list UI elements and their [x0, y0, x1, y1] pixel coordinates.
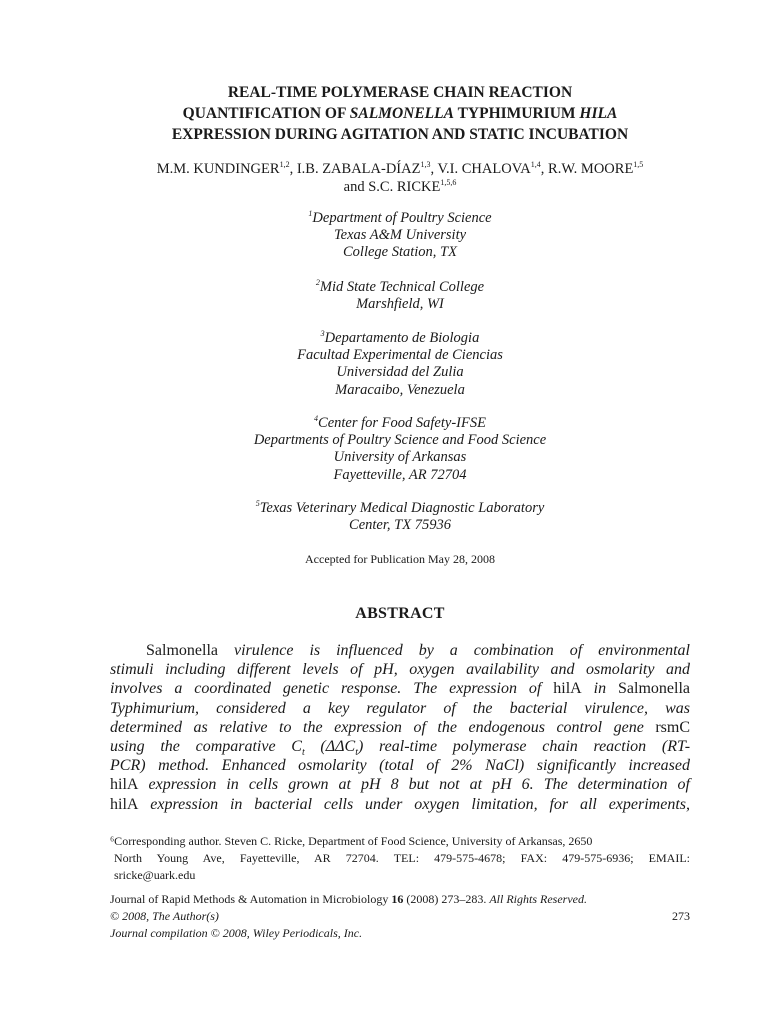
abstract-line [110, 660, 690, 679]
affiliation-line: Facultad Experimental de Ciencias [297, 347, 503, 364]
title-line-2 [90, 103, 710, 124]
abstract-segment: Typhimurium, considered a key regulator of the bacterial virulence, was [110, 699, 690, 717]
affiliation-line [150, 415, 650, 432]
corresponding-author-footnote [110, 833, 690, 884]
abstract-segment: in [581, 680, 619, 698]
title-line-2-middle: TYPHIMURIUM [453, 105, 580, 122]
author-name: and S.C. RICKE [343, 179, 441, 195]
affiliation-line: Texas A&M University [333, 227, 467, 244]
abstract-segment: expression in cells grown at pH 8 but not at pH 6. The determination of [138, 776, 690, 794]
abstract-segment: involves a coordinated genetic response. The expression of [110, 680, 554, 698]
abstract-segment: expression in bacterial cells under oxygen limitation, for all experiments, [138, 795, 690, 813]
journal-name: Journal of Rapid Methods & Automation in Microbiology [110, 892, 392, 906]
affiliation-line: Universidad del Zulia [336, 364, 464, 381]
authors-line-2 [90, 178, 710, 196]
abstract-segment: rsmC [655, 718, 690, 736]
abstract-segment: Salmonella [618, 680, 690, 698]
affiliation-line: Fayetteville, AR 72704 [333, 466, 467, 483]
affiliation-line: Marshfield, WI [356, 296, 444, 313]
abstract-line [110, 775, 690, 794]
journal-volume: 16 [391, 892, 404, 906]
title-line-2-prefix: QUANTIFICATION OF [182, 105, 350, 122]
footnote-email: sricke@uark.edu [114, 868, 196, 882]
affiliation-number: 5 [255, 499, 260, 508]
author-name: R.W. MOORE [548, 161, 634, 177]
author-name: M.M. KUNDINGER [156, 161, 280, 177]
author-affiliation-sup: 1,5,6 [440, 178, 457, 187]
abstract-segment: using the comparative C [110, 738, 302, 756]
author-affiliation-sup: 1,4 [530, 160, 541, 169]
journal-copyright-row [110, 908, 690, 925]
page-number: 273 [672, 909, 690, 923]
journal-copyright: © 2008, The Author(s) [110, 909, 219, 923]
journal-compilation-row [110, 925, 690, 942]
footnote-line-2: North Young Ave, Fayetteville, AR 72704. TEL: 479-575-4678; FAX: 479-575-6936; EMAIL: [114, 851, 690, 865]
abstract-line [110, 737, 691, 759]
title-line-1: REAL-TIME POLYMERASE CHAIN REACTION [227, 84, 573, 101]
affiliation-line [150, 210, 650, 227]
accepted-date: Accepted for Publication May 28, 2008 [305, 552, 495, 566]
title-hila: HILA [579, 105, 618, 122]
affiliation-text: Department of Poultry Science [312, 210, 492, 226]
affiliation-text: Texas Veterinary Medical Diagnostic Laboratory [259, 500, 545, 516]
abstract-line [110, 718, 690, 737]
affiliation-number: 1 [308, 209, 313, 218]
abstract-segment: PCR) method. Enhanced osmolarity (total of 2% NaCl) significantly increased [110, 757, 690, 775]
author-affiliation-sup: 1,3 [420, 160, 431, 169]
journal-year-pages: (2008) 273–283. [403, 892, 490, 906]
affiliation-5 [150, 500, 650, 534]
abstract-heading: ABSTRACT [355, 605, 445, 622]
affiliation-2 [150, 279, 650, 313]
affiliation-3 [150, 330, 650, 399]
author-name: I.B. ZABALA-DÍAZ [296, 161, 421, 177]
abstract-line [110, 795, 690, 814]
paper-title [90, 82, 710, 145]
affiliation-line [150, 500, 650, 517]
journal-info [110, 891, 690, 942]
abstract-segment: Salmonella [146, 642, 218, 659]
abstract-segment: determined as relative to the expression of the endogenous control gene [110, 718, 656, 736]
affiliation-line [150, 330, 650, 347]
author-affiliation-sup: 1,5 [633, 160, 644, 169]
author-name: V.I. CHALOVA [437, 161, 531, 177]
abstract-line [110, 756, 690, 775]
abstract-segment: hilA [110, 776, 139, 794]
author-separator: , [540, 161, 549, 177]
affiliation-text: Mid State Technical College [319, 279, 485, 295]
author-affiliation-sup: 1,2 [279, 160, 290, 169]
affiliation-4 [150, 415, 650, 484]
abstract-segment: t [355, 747, 358, 759]
abstract-line [110, 641, 690, 660]
journal-rights: All Rights Reserved. [489, 892, 587, 906]
journal-citation [110, 891, 690, 908]
affiliation-line: College Station, TX [343, 244, 457, 261]
abstract-segment: hilA [110, 795, 139, 813]
abstract-segment: ) real-time polymerase chain reaction ( [358, 738, 668, 756]
abstract-segment: virulence is influenced by a combination of environmental [217, 642, 690, 659]
footnote-line-1: ⁶Corresponding author. Steven C. Ricke, Department of Food Science, University of Arkansas, 2650 [110, 834, 593, 848]
abstract-segment: t [301, 747, 305, 759]
abstract-segment: stimuli including different levels of pH, oxygen availability and osmolarity and [110, 661, 690, 679]
abstract-line [110, 699, 690, 718]
title-line-3: EXPRESSION DURING AGITATION AND STATIC INCUBATION [171, 126, 629, 143]
author-separator: , [430, 161, 438, 177]
abstract-segment: (ΔΔC [304, 738, 356, 756]
affiliation-number: 2 [315, 278, 320, 287]
author-list [90, 160, 710, 196]
affiliation-text: Departamento de Biologia [324, 330, 480, 346]
affiliation-line: Center, TX 75936 [349, 517, 451, 534]
author-separator: , [289, 161, 297, 177]
affiliation-number: 3 [320, 329, 325, 338]
abstract-segment: RT- [667, 738, 691, 756]
authors-line-1 [90, 160, 710, 178]
abstract-segment: hilA [553, 680, 582, 698]
abstract-line [110, 679, 690, 698]
affiliation-line [150, 279, 650, 296]
title-salmonella: SALMONELLA [349, 105, 454, 122]
affiliation-number: 4 [314, 414, 319, 423]
abstract-body [110, 641, 690, 814]
affiliation-line: Departments of Poultry Science and Food Science [253, 432, 547, 449]
affiliation-text: Center for Food Safety-IFSE [318, 415, 486, 431]
affiliation-line: Maracaibo, Venezuela [335, 381, 465, 398]
affiliation-line: University of Arkansas [333, 449, 467, 466]
affiliation-1 [150, 210, 650, 262]
journal-compilation: Journal compilation © 2008, Wiley Periodicals, Inc. [110, 926, 363, 940]
